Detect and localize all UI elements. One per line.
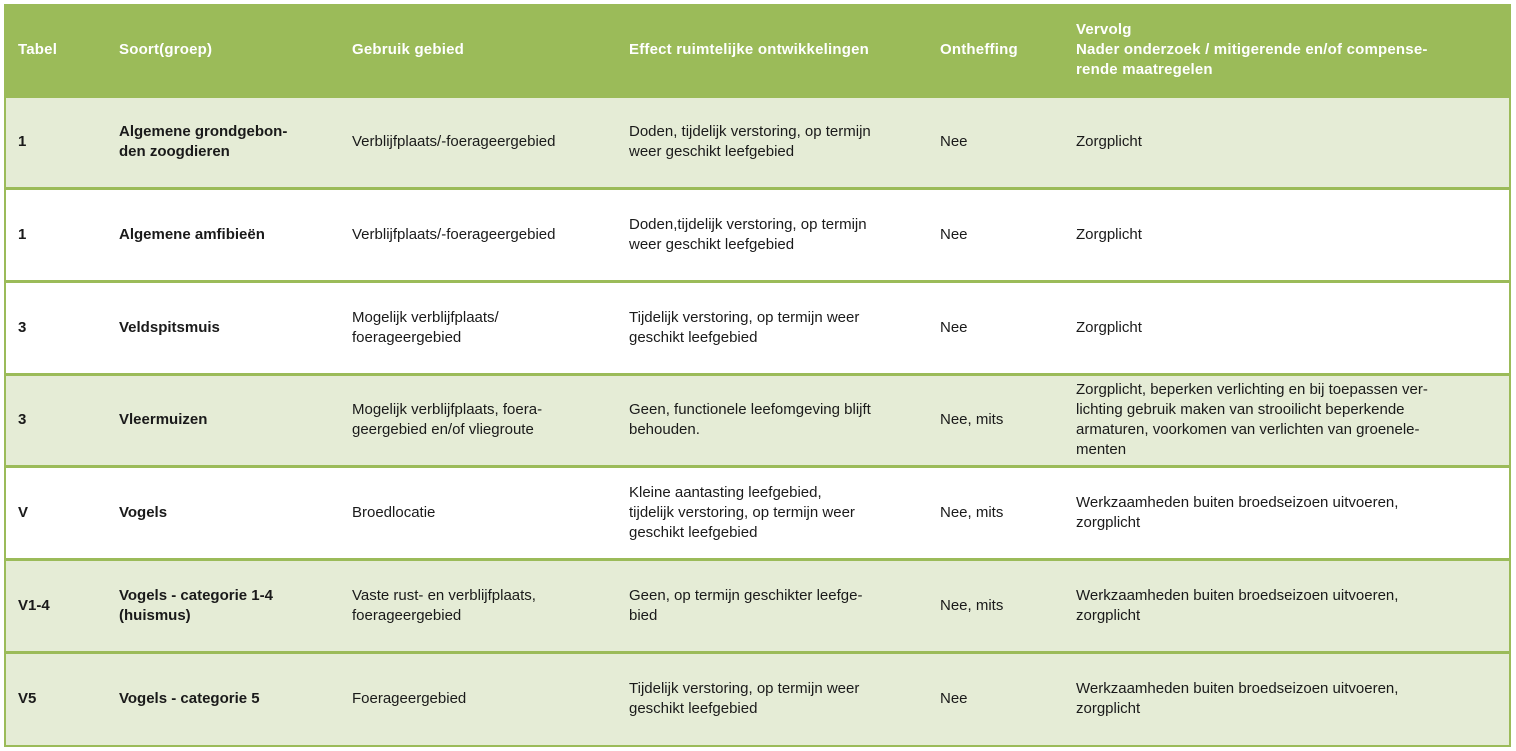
table-row xyxy=(6,652,1509,745)
cell-vervolg: Zorgplicht xyxy=(1076,133,1142,151)
cell-effect: Doden, tijdelijk verstoring, op termijn weer geschikt leefgebied xyxy=(629,123,871,161)
cell-soort: Vogels - categorie 5 xyxy=(119,690,260,708)
cell-soort: Veldspitsmuis xyxy=(119,318,220,336)
cell-gebruik: Verblijfplaats/-foerageergebied xyxy=(352,133,556,151)
header-tabel: Tabel xyxy=(18,41,58,59)
header-row xyxy=(6,6,1509,96)
cell-effect: Geen, functionele leefomgeving blijft behouden. xyxy=(629,401,871,439)
cell-effect: Doden,tijdelijk verstoring, op termijn weer geschikt leefgebied xyxy=(629,216,867,254)
table-row xyxy=(6,560,1509,653)
cell-tabel: V1-4 xyxy=(18,596,50,614)
cell-soort: Algemene amfibieën xyxy=(119,226,265,244)
table-row xyxy=(6,467,1509,560)
cell-gebruik: Broedlocatie xyxy=(352,504,436,522)
table-row xyxy=(6,96,1509,189)
cell-tabel: V xyxy=(18,504,29,522)
table-row xyxy=(6,189,1509,282)
cell-ontheffing: Nee, mits xyxy=(940,411,1004,429)
cell-soort: Algemene grondgebon- den zoogdieren xyxy=(119,123,288,161)
cell-vervolg: Werkzaamheden buiten broedseizoen uitvoeren, zorgplicht xyxy=(1076,494,1399,532)
cell-tabel: 1 xyxy=(18,133,27,151)
species-table xyxy=(6,6,1509,745)
cell-ontheffing: Nee, mits xyxy=(940,596,1004,614)
cell-vervolg: Werkzaamheden buiten broedseizoen uitvoeren, zorgplicht xyxy=(1076,680,1399,718)
table-header xyxy=(6,6,1509,96)
cell-gebruik: Verblijfplaats/-foerageergebied xyxy=(352,226,556,244)
cell-effect: Tijdelijk verstoring, op termijn weer geschikt leefgebied xyxy=(629,308,860,346)
cell-soort: Vogels xyxy=(119,504,168,522)
species-table-container xyxy=(4,4,1511,747)
cell-tabel: V5 xyxy=(18,690,37,708)
cell-tabel: 3 xyxy=(18,318,27,336)
cell-vervolg: Zorgplicht, beperken verlichting en bij toepassen ver- lichting gebruik maken van strooilicht beperkende armaturen, voorkomen van verlichten van groenele- menten xyxy=(1076,381,1428,459)
header-effect: Effect ruimtelijke ontwikkelingen xyxy=(629,41,869,59)
cell-tabel: 3 xyxy=(18,411,27,429)
header-gebruik: Gebruik gebied xyxy=(352,41,464,59)
table-body xyxy=(6,96,1509,745)
cell-gebruik: Vaste rust- en verblijfplaats, foerageergebied xyxy=(352,586,536,624)
cell-vervolg: Zorgplicht xyxy=(1076,226,1142,244)
cell-gebruik: Mogelijk verblijfplaats/ foerageergebied xyxy=(352,308,499,346)
cell-ontheffing: Nee xyxy=(940,318,968,336)
cell-gebruik: Foerageergebied xyxy=(352,690,467,708)
cell-ontheffing: Nee, mits xyxy=(940,504,1004,522)
cell-ontheffing: Nee xyxy=(940,133,968,151)
cell-vervolg: Zorgplicht xyxy=(1076,318,1142,336)
header-soort: Soort(groep) xyxy=(119,41,213,59)
cell-tabel: 1 xyxy=(18,226,27,244)
header-ontheffing: Ontheffing xyxy=(940,41,1018,59)
cell-soort: Vleermuizen xyxy=(119,411,208,429)
header-vervolg: Vervolg Nader onderzoek / mitigerende en/of compense- rende maatregelen xyxy=(1076,21,1428,79)
cell-ontheffing: Nee xyxy=(940,226,968,244)
cell-effect: Geen, op termijn geschikter leefge- bied xyxy=(629,586,863,624)
cell-gebruik: Mogelijk verblijfplaats, foera- geergebied en/of vliegroute xyxy=(352,401,543,439)
cell-soort: Vogels - categorie 1-4 (huismus) xyxy=(119,586,273,624)
cell-vervolg: Werkzaamheden buiten broedseizoen uitvoeren, zorgplicht xyxy=(1076,586,1399,624)
table-row xyxy=(6,281,1509,374)
cell-effect: Tijdelijk verstoring, op termijn weer geschikt leefgebied xyxy=(629,680,860,718)
cell-effect: Kleine aantasting leefgebied, tijdelijk verstoring, op termijn weer geschikt leefgebied xyxy=(629,484,855,542)
cell-ontheffing: Nee xyxy=(940,690,968,708)
table-row xyxy=(6,374,1509,467)
